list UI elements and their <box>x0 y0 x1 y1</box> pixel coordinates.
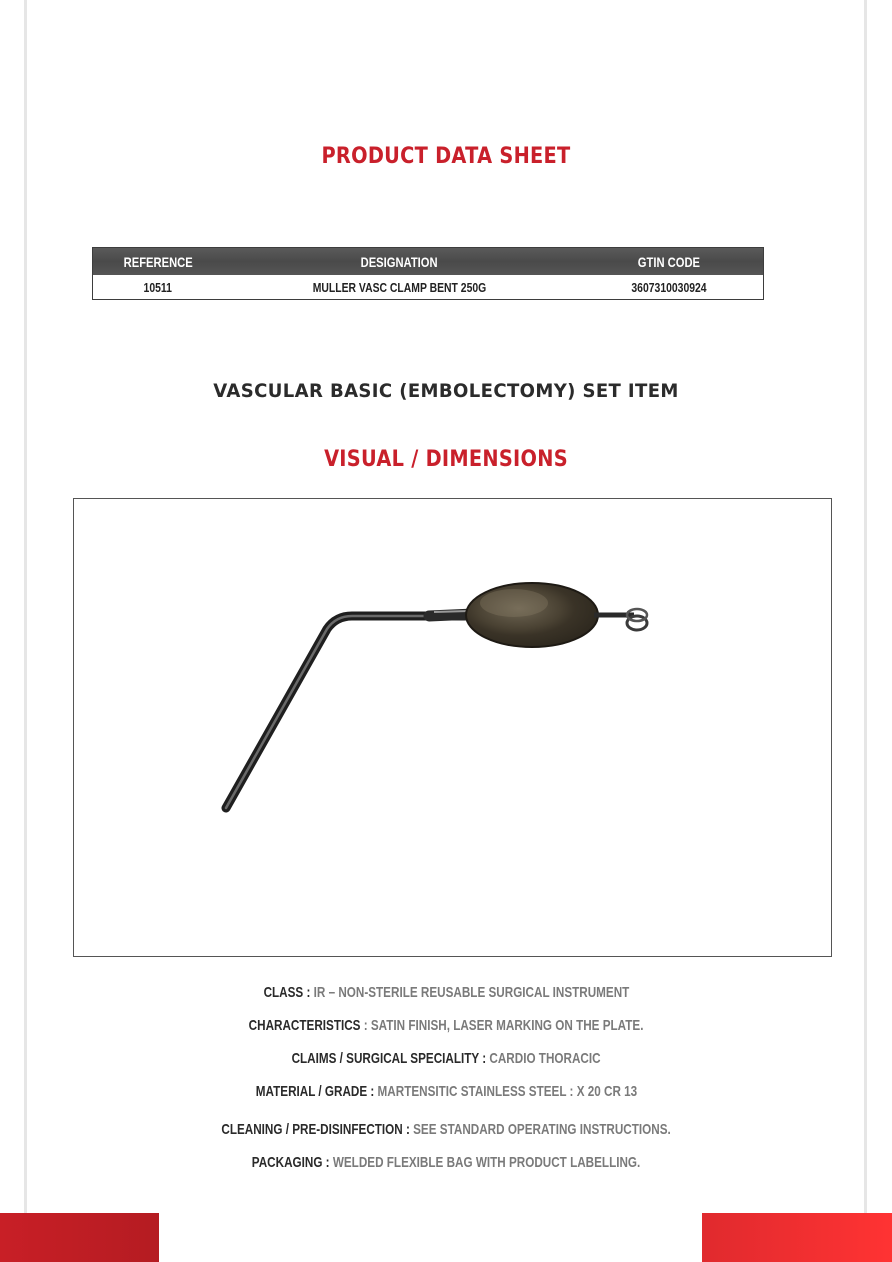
spec-packaging: PACKAGING : WELDED FLEXIBLE BAG WITH PRODUCT LABELLING. <box>251 1154 641 1171</box>
footer-bar-left <box>0 1213 159 1262</box>
clamp-product-image <box>74 499 831 956</box>
header-designation: DESIGNATION <box>360 253 438 270</box>
table-row <box>93 275 763 299</box>
footer-bar-right <box>702 1213 892 1262</box>
clamp-handle-shape <box>226 616 474 808</box>
visual-section-title: VISUAL / DIMENSIONS <box>324 447 568 472</box>
product-table <box>92 247 764 300</box>
page-title: PRODUCT DATA SHEET <box>321 144 571 169</box>
spec-material: MATERIAL / GRADE : MARTENSITIC STAINLESS STEEL : X 20 CR 13 <box>255 1083 637 1100</box>
spec-class: CLASS : IR – NON-STERILE REUSABLE SURGICAL INSTRUMENT <box>263 984 629 1001</box>
set-item-heading: VASCULAR BASIC (EMBOLECTOMY) SET ITEM <box>213 380 679 402</box>
cell-gtin-code: 3607310030924 <box>631 279 707 295</box>
spec-characteristics: CHARACTERISTICS : SATIN FINISH, LASER MARKING ON THE PLATE. <box>248 1017 644 1034</box>
header-reference: REFERENCE <box>123 253 193 270</box>
cell-designation: MULLER VASC CLAMP BENT 250G <box>312 279 486 295</box>
spec-cleaning: CLEANING / PRE-DISINFECTION : SEE STANDARD OPERATING INSTRUCTIONS. <box>221 1121 671 1138</box>
table-header-row <box>93 248 763 275</box>
product-image-frame <box>73 498 832 957</box>
cell-reference: 10511 <box>143 279 172 295</box>
spec-claims: CLAIMS / SURGICAL SPECIALITY : CARDIO THORACIC <box>291 1050 601 1067</box>
header-gtin-code: GTIN CODE <box>638 253 701 270</box>
